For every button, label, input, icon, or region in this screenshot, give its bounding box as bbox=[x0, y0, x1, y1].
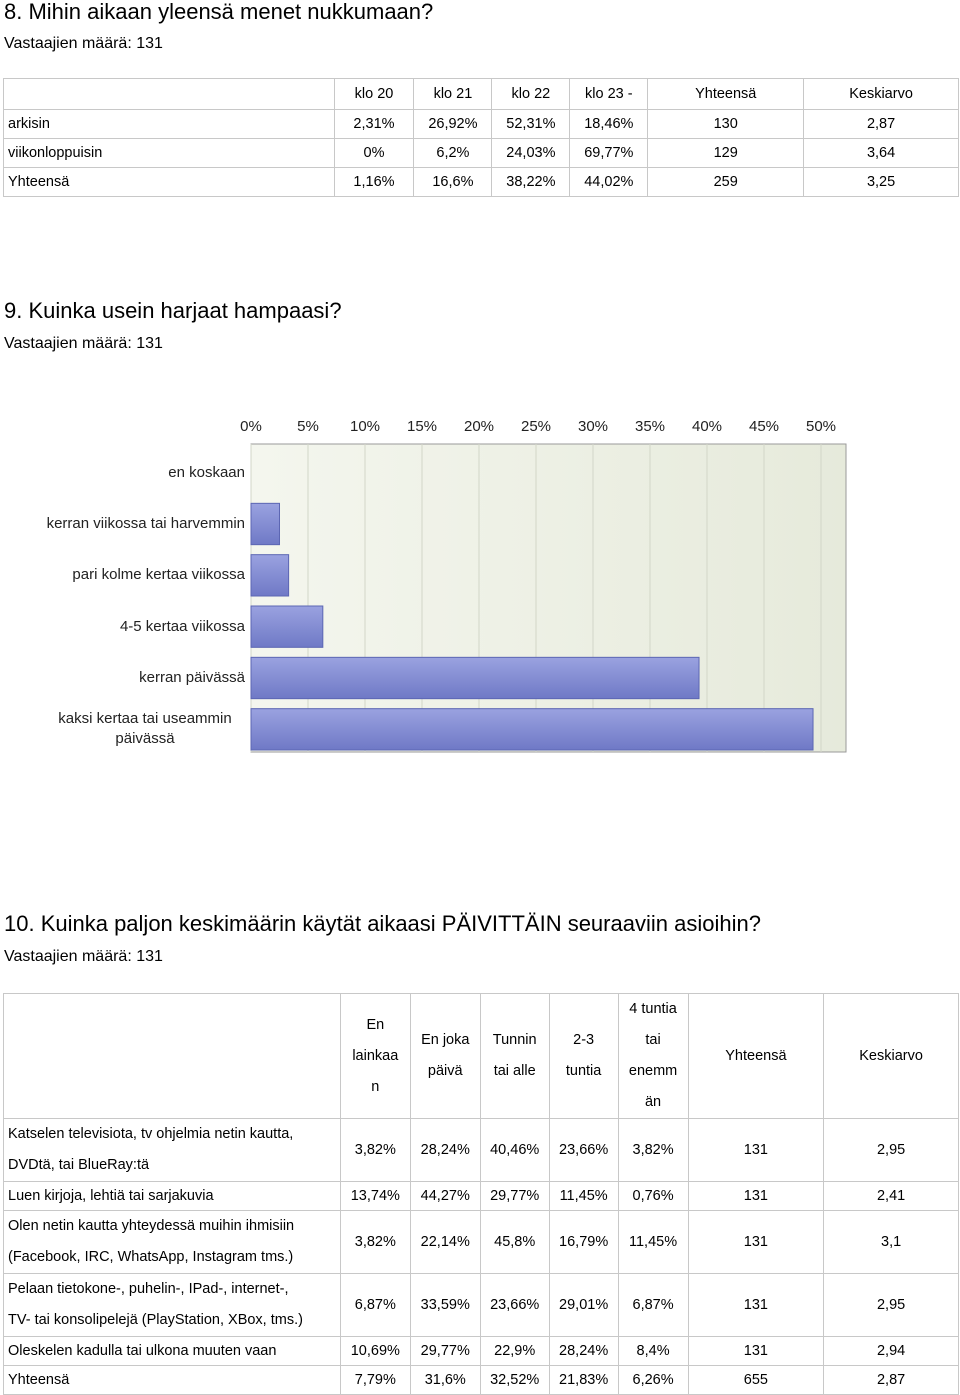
cell: 2,31% bbox=[334, 110, 414, 139]
bar bbox=[251, 555, 289, 596]
q8-table bbox=[3, 78, 959, 197]
cell: 3,25 bbox=[804, 168, 959, 197]
x-tick-label: 10% bbox=[349, 418, 381, 435]
cell: 22,14% bbox=[410, 1211, 480, 1274]
cell: 16,79% bbox=[549, 1211, 618, 1274]
cell: 259 bbox=[648, 168, 804, 197]
q8-col-header: klo 22 bbox=[492, 79, 570, 110]
x-tick-label: 30% bbox=[577, 418, 609, 435]
row-label: arkisin bbox=[4, 110, 335, 139]
table-row bbox=[4, 1119, 959, 1182]
category-label: kaksi kertaa tai useammin päivässä bbox=[58, 710, 232, 748]
plot-background bbox=[251, 444, 846, 752]
row-label: Olen netin kautta yhteydessä muihin ihmisiin (Facebook, IRC, WhatsApp, Instagram tms.) bbox=[4, 1211, 341, 1274]
q10-title: 10. Kuinka paljon keskimäärin käytät aikaasi PÄIVITTÄIN seuraaviin asioihin? bbox=[4, 911, 761, 936]
table-row bbox=[4, 1211, 959, 1274]
q8-col-header: klo 20 bbox=[334, 79, 414, 110]
category-label: 4-5 kertaa viikossa bbox=[119, 617, 245, 635]
q10-header-blank bbox=[4, 994, 341, 1119]
q10-col-header: Keskiarvo bbox=[824, 994, 959, 1119]
x-tick-label: 45% bbox=[748, 418, 780, 435]
q8-col-header: klo 23 - bbox=[570, 79, 648, 110]
cell: 24,03% bbox=[492, 139, 570, 168]
q10-respondent-count: Vastaajien määrä: 131 bbox=[4, 948, 163, 965]
table-row bbox=[4, 1182, 959, 1211]
bar bbox=[251, 657, 699, 698]
q8-respondent-count: Vastaajien määrä: 131 bbox=[4, 35, 163, 52]
cell: 2,95 bbox=[824, 1119, 959, 1182]
cell: 0,76% bbox=[618, 1182, 688, 1211]
cell: 22,9% bbox=[480, 1337, 549, 1366]
x-tick-label: 0% bbox=[240, 418, 262, 435]
cell: 29,77% bbox=[410, 1337, 480, 1366]
q8-header-row bbox=[4, 79, 959, 110]
cell: 130 bbox=[648, 110, 804, 139]
cell: 3,82% bbox=[618, 1119, 688, 1182]
cell: 23,66% bbox=[549, 1119, 618, 1182]
cell: 129 bbox=[648, 139, 804, 168]
q8-col-header: Keskiarvo bbox=[804, 79, 959, 110]
cell: 44,02% bbox=[570, 168, 648, 197]
cell: 18,46% bbox=[570, 110, 648, 139]
row-label: Yhteensä bbox=[4, 1366, 341, 1395]
cell: 26,92% bbox=[414, 110, 492, 139]
cell: 32,52% bbox=[480, 1366, 549, 1395]
cell: 131 bbox=[688, 1182, 824, 1211]
cell: 131 bbox=[688, 1119, 824, 1182]
cell: 44,27% bbox=[410, 1182, 480, 1211]
cell: 2,41 bbox=[824, 1182, 959, 1211]
cell: 10,69% bbox=[340, 1337, 410, 1366]
cell: 33,59% bbox=[410, 1274, 480, 1337]
cell: 655 bbox=[688, 1366, 824, 1395]
cell: 131 bbox=[688, 1274, 824, 1337]
cell: 2,87 bbox=[804, 110, 959, 139]
q8-col-header: Yhteensä bbox=[648, 79, 804, 110]
cell: 3,82% bbox=[340, 1211, 410, 1274]
q9-respondent-count: Vastaajien määrä: 131 bbox=[4, 335, 163, 352]
q8-header-blank bbox=[4, 79, 335, 110]
bar bbox=[251, 503, 280, 544]
cell: 11,45% bbox=[549, 1182, 618, 1211]
q10-col-header: En joka päivä bbox=[410, 994, 480, 1119]
cell: 6,26% bbox=[618, 1366, 688, 1395]
cell: 21,83% bbox=[549, 1366, 618, 1395]
row-label: Luen kirjoja, lehtiä tai sarjakuvia bbox=[4, 1182, 341, 1211]
category-label: pari kolme kertaa viikossa bbox=[72, 566, 245, 584]
row-label: Yhteensä bbox=[4, 168, 335, 197]
cell: 45,8% bbox=[480, 1211, 549, 1274]
cell: 23,66% bbox=[480, 1274, 549, 1337]
q8-title: 8. Mihin aikaan yleensä menet nukkumaan? bbox=[4, 0, 434, 24]
cell: 131 bbox=[688, 1337, 824, 1366]
cell: 7,79% bbox=[340, 1366, 410, 1395]
q10-col-header: Yhteensä bbox=[688, 994, 824, 1119]
q10-col-header: Tunnin tai alle bbox=[480, 994, 549, 1119]
cell: 40,46% bbox=[480, 1119, 549, 1182]
category-label: kerran päivässä bbox=[139, 669, 245, 686]
cell: 6,2% bbox=[414, 139, 492, 168]
table-row bbox=[4, 139, 959, 168]
cell: 131 bbox=[688, 1211, 824, 1274]
cell: 3,1 bbox=[824, 1211, 959, 1274]
table-row bbox=[4, 1274, 959, 1337]
q10-col-header: En lainkaa n bbox=[340, 994, 410, 1119]
x-tick-label: 25% bbox=[520, 418, 552, 435]
cell: 28,24% bbox=[549, 1337, 618, 1366]
q10-header-row bbox=[4, 994, 959, 1119]
table-row bbox=[4, 1337, 959, 1366]
bar bbox=[251, 606, 323, 647]
x-tick-label: 15% bbox=[406, 418, 438, 435]
row-label: Katselen televisiota, tv ohjelmia netin kautta, DVDtä, tai BlueRay:tä bbox=[4, 1119, 341, 1182]
q10-table bbox=[3, 993, 959, 1395]
cell: 16,6% bbox=[414, 168, 492, 197]
cell: 2,94 bbox=[824, 1337, 959, 1366]
cell: 1,16% bbox=[334, 168, 414, 197]
x-tick-label: 5% bbox=[297, 418, 319, 435]
cell: 6,87% bbox=[618, 1274, 688, 1337]
cell: 29,77% bbox=[480, 1182, 549, 1211]
table-row bbox=[4, 1366, 959, 1395]
cell: 31,6% bbox=[410, 1366, 480, 1395]
category-label: kerran viikossa tai harvemmin bbox=[46, 515, 245, 532]
cell: 52,31% bbox=[492, 110, 570, 139]
x-tick-label: 40% bbox=[691, 418, 723, 435]
q9-title: 9. Kuinka usein harjaat hampaasi? bbox=[4, 298, 342, 323]
cell: 2,95 bbox=[824, 1274, 959, 1337]
q10-col-header: 4 tuntia tai enemm än bbox=[618, 994, 688, 1119]
cell: 13,74% bbox=[340, 1182, 410, 1211]
cell: 69,77% bbox=[570, 139, 648, 168]
row-label: Pelaan tietokone-, puhelin-, IPad-, internet-, TV- tai konsolipelejä (PlayStation, XBox, tms.) bbox=[4, 1274, 341, 1337]
cell: 29,01% bbox=[549, 1274, 618, 1337]
x-tick-label: 20% bbox=[463, 418, 495, 435]
cell: 28,24% bbox=[410, 1119, 480, 1182]
q8-col-header: klo 21 bbox=[414, 79, 492, 110]
row-label: Oleskelen kadulla tai ulkona muuten vaan bbox=[4, 1337, 341, 1366]
q10-col-header: 2-3 tuntia bbox=[549, 994, 618, 1119]
cell: 2,87 bbox=[824, 1366, 959, 1395]
cell: 0% bbox=[334, 139, 414, 168]
cell: 11,45% bbox=[618, 1211, 688, 1274]
cell: 8,4% bbox=[618, 1337, 688, 1366]
table-row bbox=[4, 110, 959, 139]
bar bbox=[251, 709, 813, 750]
category-label: en koskaan bbox=[168, 463, 245, 481]
cell: 3,64 bbox=[804, 139, 959, 168]
cell: 3,82% bbox=[340, 1119, 410, 1182]
row-label: viikonloppuisin bbox=[4, 139, 335, 168]
x-tick-label: 50% bbox=[805, 418, 837, 435]
x-tick-label: 35% bbox=[634, 418, 666, 435]
cell: 38,22% bbox=[492, 168, 570, 197]
cell: 6,87% bbox=[340, 1274, 410, 1337]
table-row bbox=[4, 168, 959, 197]
